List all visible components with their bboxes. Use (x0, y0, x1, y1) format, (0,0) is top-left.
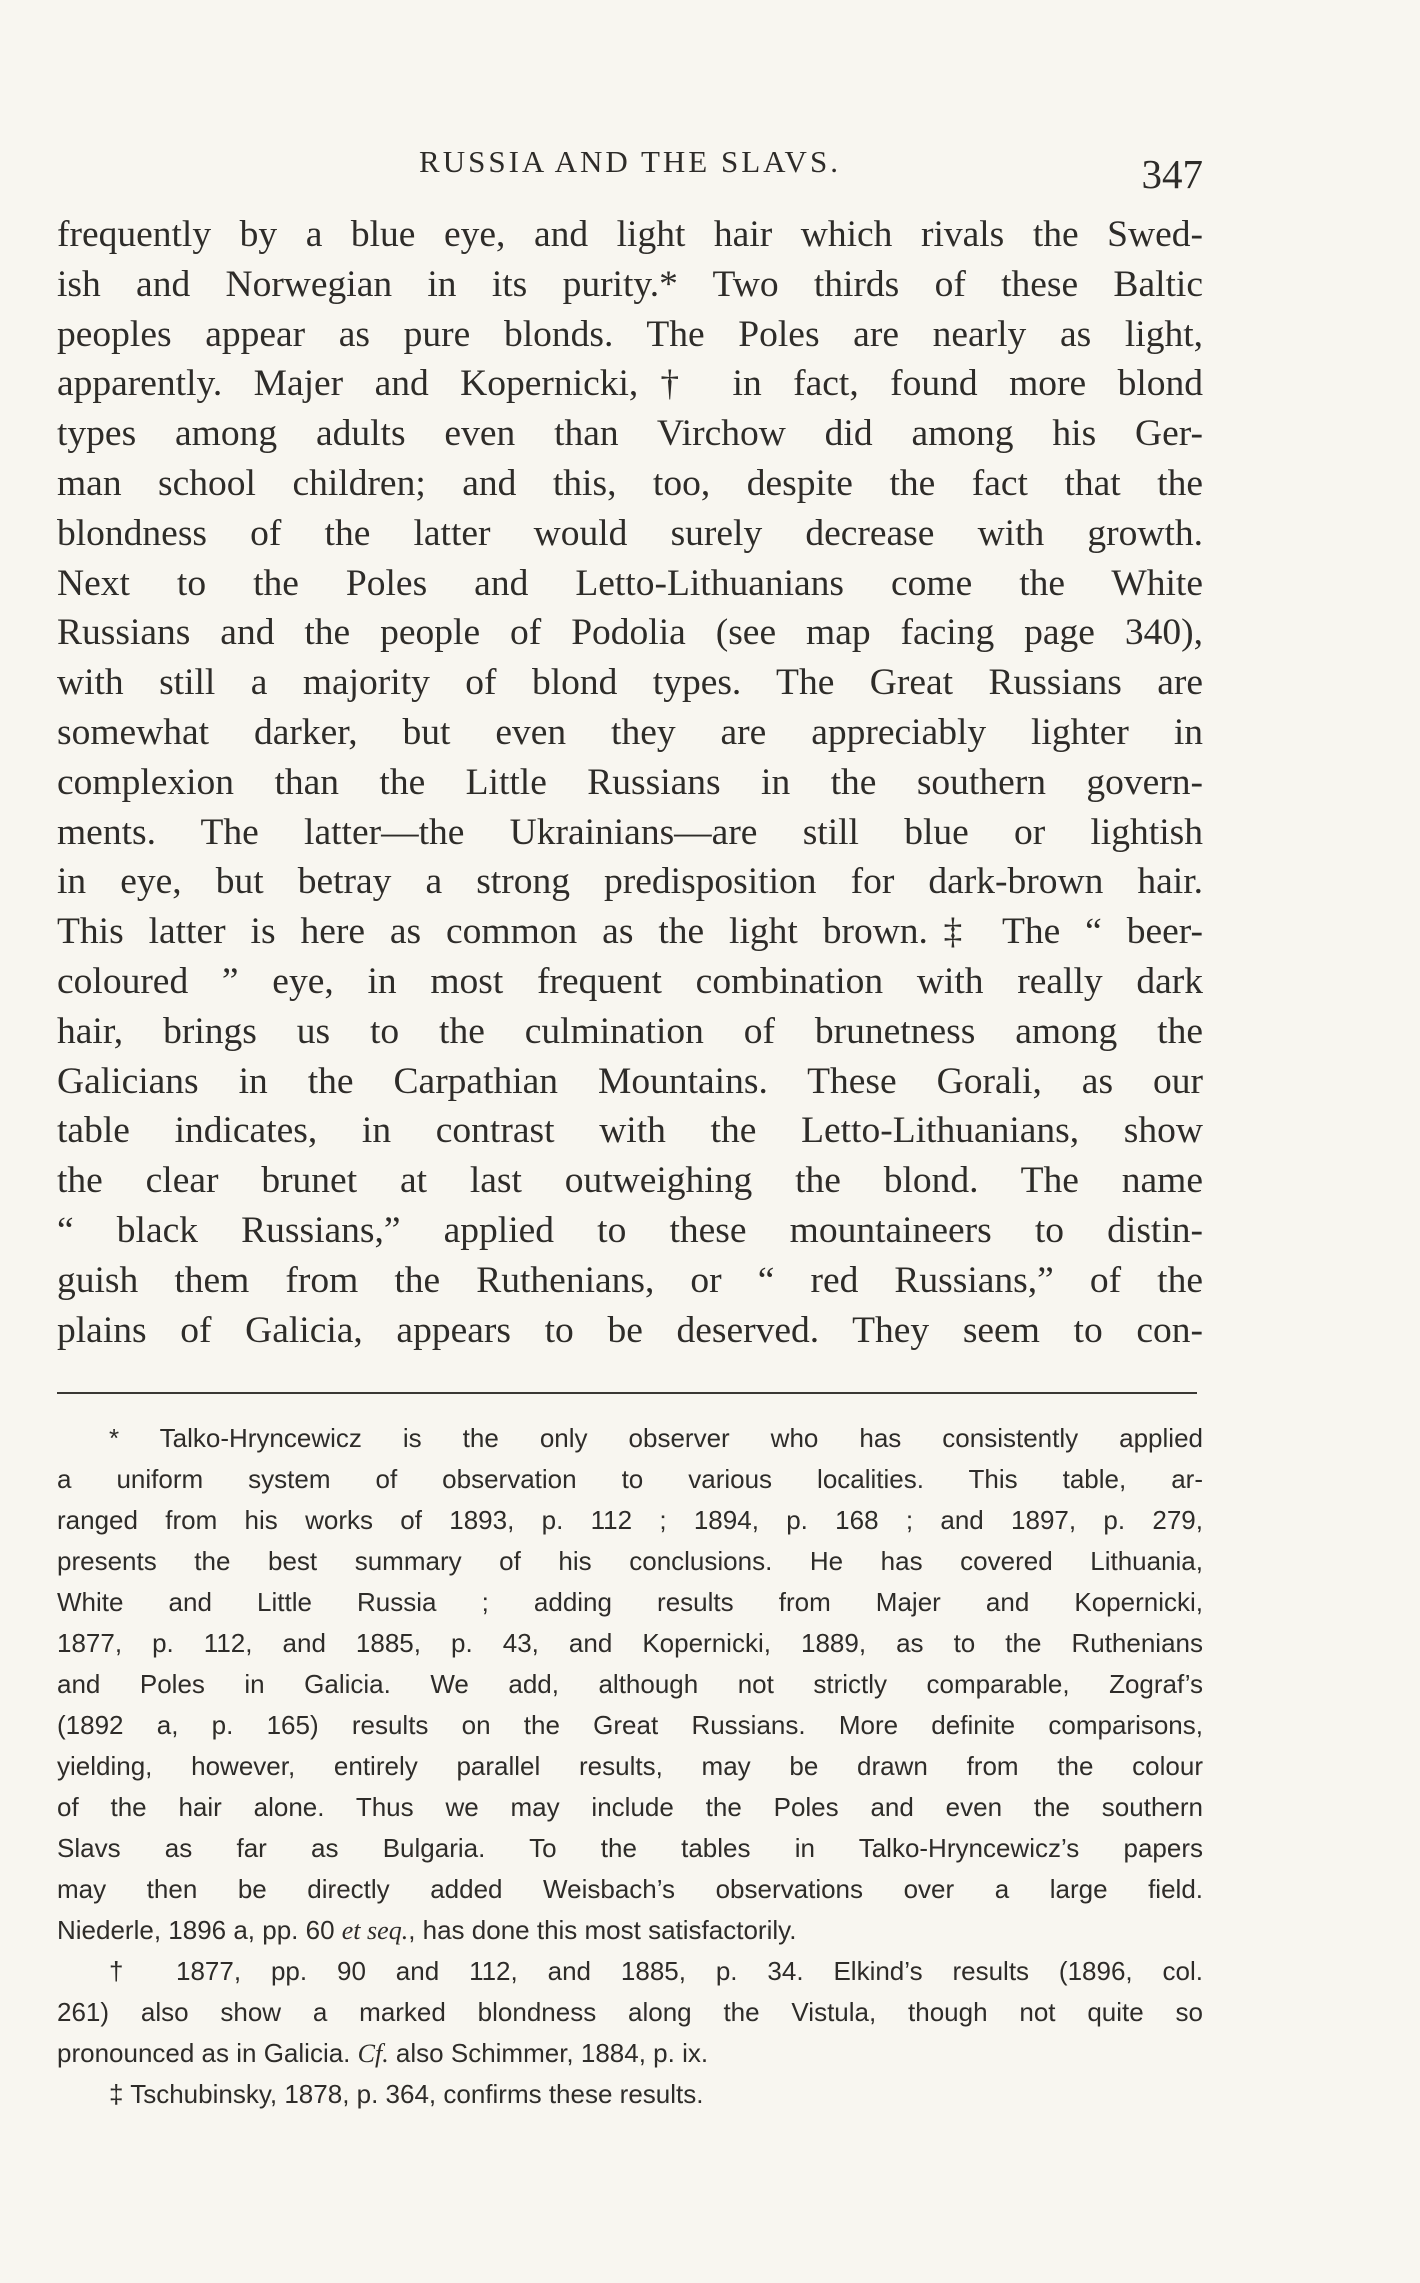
footnote-line: * Talko-Hryncewicz is the only observer who has consistently applied (109, 1423, 1203, 1454)
footnote-text: also Schimmer, 1884, p. ix. (388, 2038, 709, 2069)
footnote-line: a uniform system of observation to various localities. This table, ar- (57, 1464, 1203, 1495)
body-line: blondness of the latter would surely decrease with growth. (57, 512, 1203, 554)
body-line: table indicates, in contrast with the Letto-Lithuanians, show (57, 1110, 1203, 1152)
footnote-line: of the hair alone. Thus we may include the Poles and even the southern (57, 1792, 1203, 1823)
running-title: RUSSIA AND THE SLAVS. (419, 144, 841, 179)
footnote-line: 1877, p. 112, and 1885, p. 43, and Kopernicki, 1889, as to the Ruthenians (57, 1628, 1203, 1659)
footnote-line: (1892 a, p. 165) results on the Great Russians. More definite comparisons, (57, 1710, 1203, 1741)
footnote-text: Niederle, 1896 a, pp. 60 (57, 1915, 342, 1946)
footnote-line: may then be directly added Weisbach’s observations over a large field. (57, 1874, 1203, 1905)
footnote-text: pronounced as in Galicia. (57, 2038, 358, 2069)
body-line: apparently. Majer and Kopernicki,† in fact, found more blond (57, 363, 1203, 405)
body-line: complexion than the Little Russians in the southern govern- (57, 761, 1203, 803)
footnotes (57, 1418, 1203, 2115)
body-line: This latter is here as common as the light brown.‡ The “ beer- (57, 911, 1203, 953)
body-line: in eye, but betray a strong predisposition for dark-brown hair. (57, 861, 1203, 903)
body-paragraph (57, 210, 1203, 1355)
footnote-line: † 1877, pp. 90 and 112, and 1885, p. 34. Elkind’s results (1896, col. (109, 1956, 1203, 1987)
footnote-divider (57, 1392, 1197, 1394)
footnote-line: ‡ Tschubinsky, 1878, p. 364, confirms these results. (109, 2079, 704, 2110)
footnote-italic-text: et seq. (341, 1916, 409, 1946)
body-line: hair, brings us to the culmination of brunetness among the (57, 1010, 1203, 1052)
body-line: Russians and the people of Podolia (see map facing page 340), (57, 612, 1203, 654)
body-line: with still a majority of blond types. The Great Russians are (57, 662, 1203, 704)
body-line: somewhat darker, but even they are appreciably lighter in (57, 711, 1203, 753)
page-number: 347 (1141, 151, 1203, 197)
body-line: ish and Norwegian in its purity.* Two thirds of these Baltic (57, 263, 1203, 305)
body-line: “ black Russians,” applied to these mountaineers to distin- (57, 1209, 1203, 1251)
footnote-line: 261) also show a marked blondness along the Vistula, though not quite so (57, 1997, 1203, 2028)
footnote-line: yielding, however, entirely parallel results, may be drawn from the colour (57, 1751, 1203, 1782)
footnote-line: and Poles in Galicia. We add, although not strictly comparable, Zograf’s (57, 1669, 1203, 1700)
footnote-line: White and Little Russia ; adding results from Majer and Kopernicki, (57, 1587, 1203, 1618)
body-line: types among adults even than Virchow did among his Ger- (57, 413, 1203, 455)
footnote-line (57, 1910, 1203, 1951)
body-line: Next to the Poles and Letto-Lithuanians come the White (57, 562, 1203, 604)
body-line: frequently by a blue eye, and light hair which rivals the Swed- (57, 214, 1203, 255)
footnote-text: , has done this most satisfactorily. (408, 1915, 797, 1946)
body-line: peoples appear as pure blonds. The Poles are nearly as light, (57, 313, 1203, 355)
body-line: plains of Galicia, appears to be deserved. They seem to con- (57, 1309, 1203, 1351)
footnote-line: Slavs as far as Bulgaria. To the tables in Talko-Hryncewicz’s papers (57, 1833, 1203, 1864)
footnote-line: presents the best summary of his conclusions. He has covered Lithuania, (57, 1546, 1203, 1577)
book-page (57, 138, 1203, 2115)
body-line: man school children; and this, too, despite the fact that the (57, 462, 1203, 504)
body-line: ments. The latter—the Ukrainians—are still blue or lightish (57, 811, 1203, 853)
body-line: coloured ” eye, in most frequent combination with really dark (57, 960, 1203, 1002)
footnote-italic-text: Cf. (357, 2039, 389, 2069)
footnote-line: ranged from his works of 1893, p. 112 ; 1894, p. 168 ; and 1897, p. 279, (57, 1505, 1203, 1536)
body-line: guish them from the Ruthenians, or “ red Russians,” of the (57, 1259, 1203, 1301)
body-line: the clear brunet at last outweighing the blond. The name (57, 1160, 1203, 1202)
footnote-line (57, 2033, 1203, 2074)
body-line: Galicians in the Carpathian Mountains. These Gorali, as our (57, 1060, 1203, 1102)
page-header (57, 138, 1203, 200)
